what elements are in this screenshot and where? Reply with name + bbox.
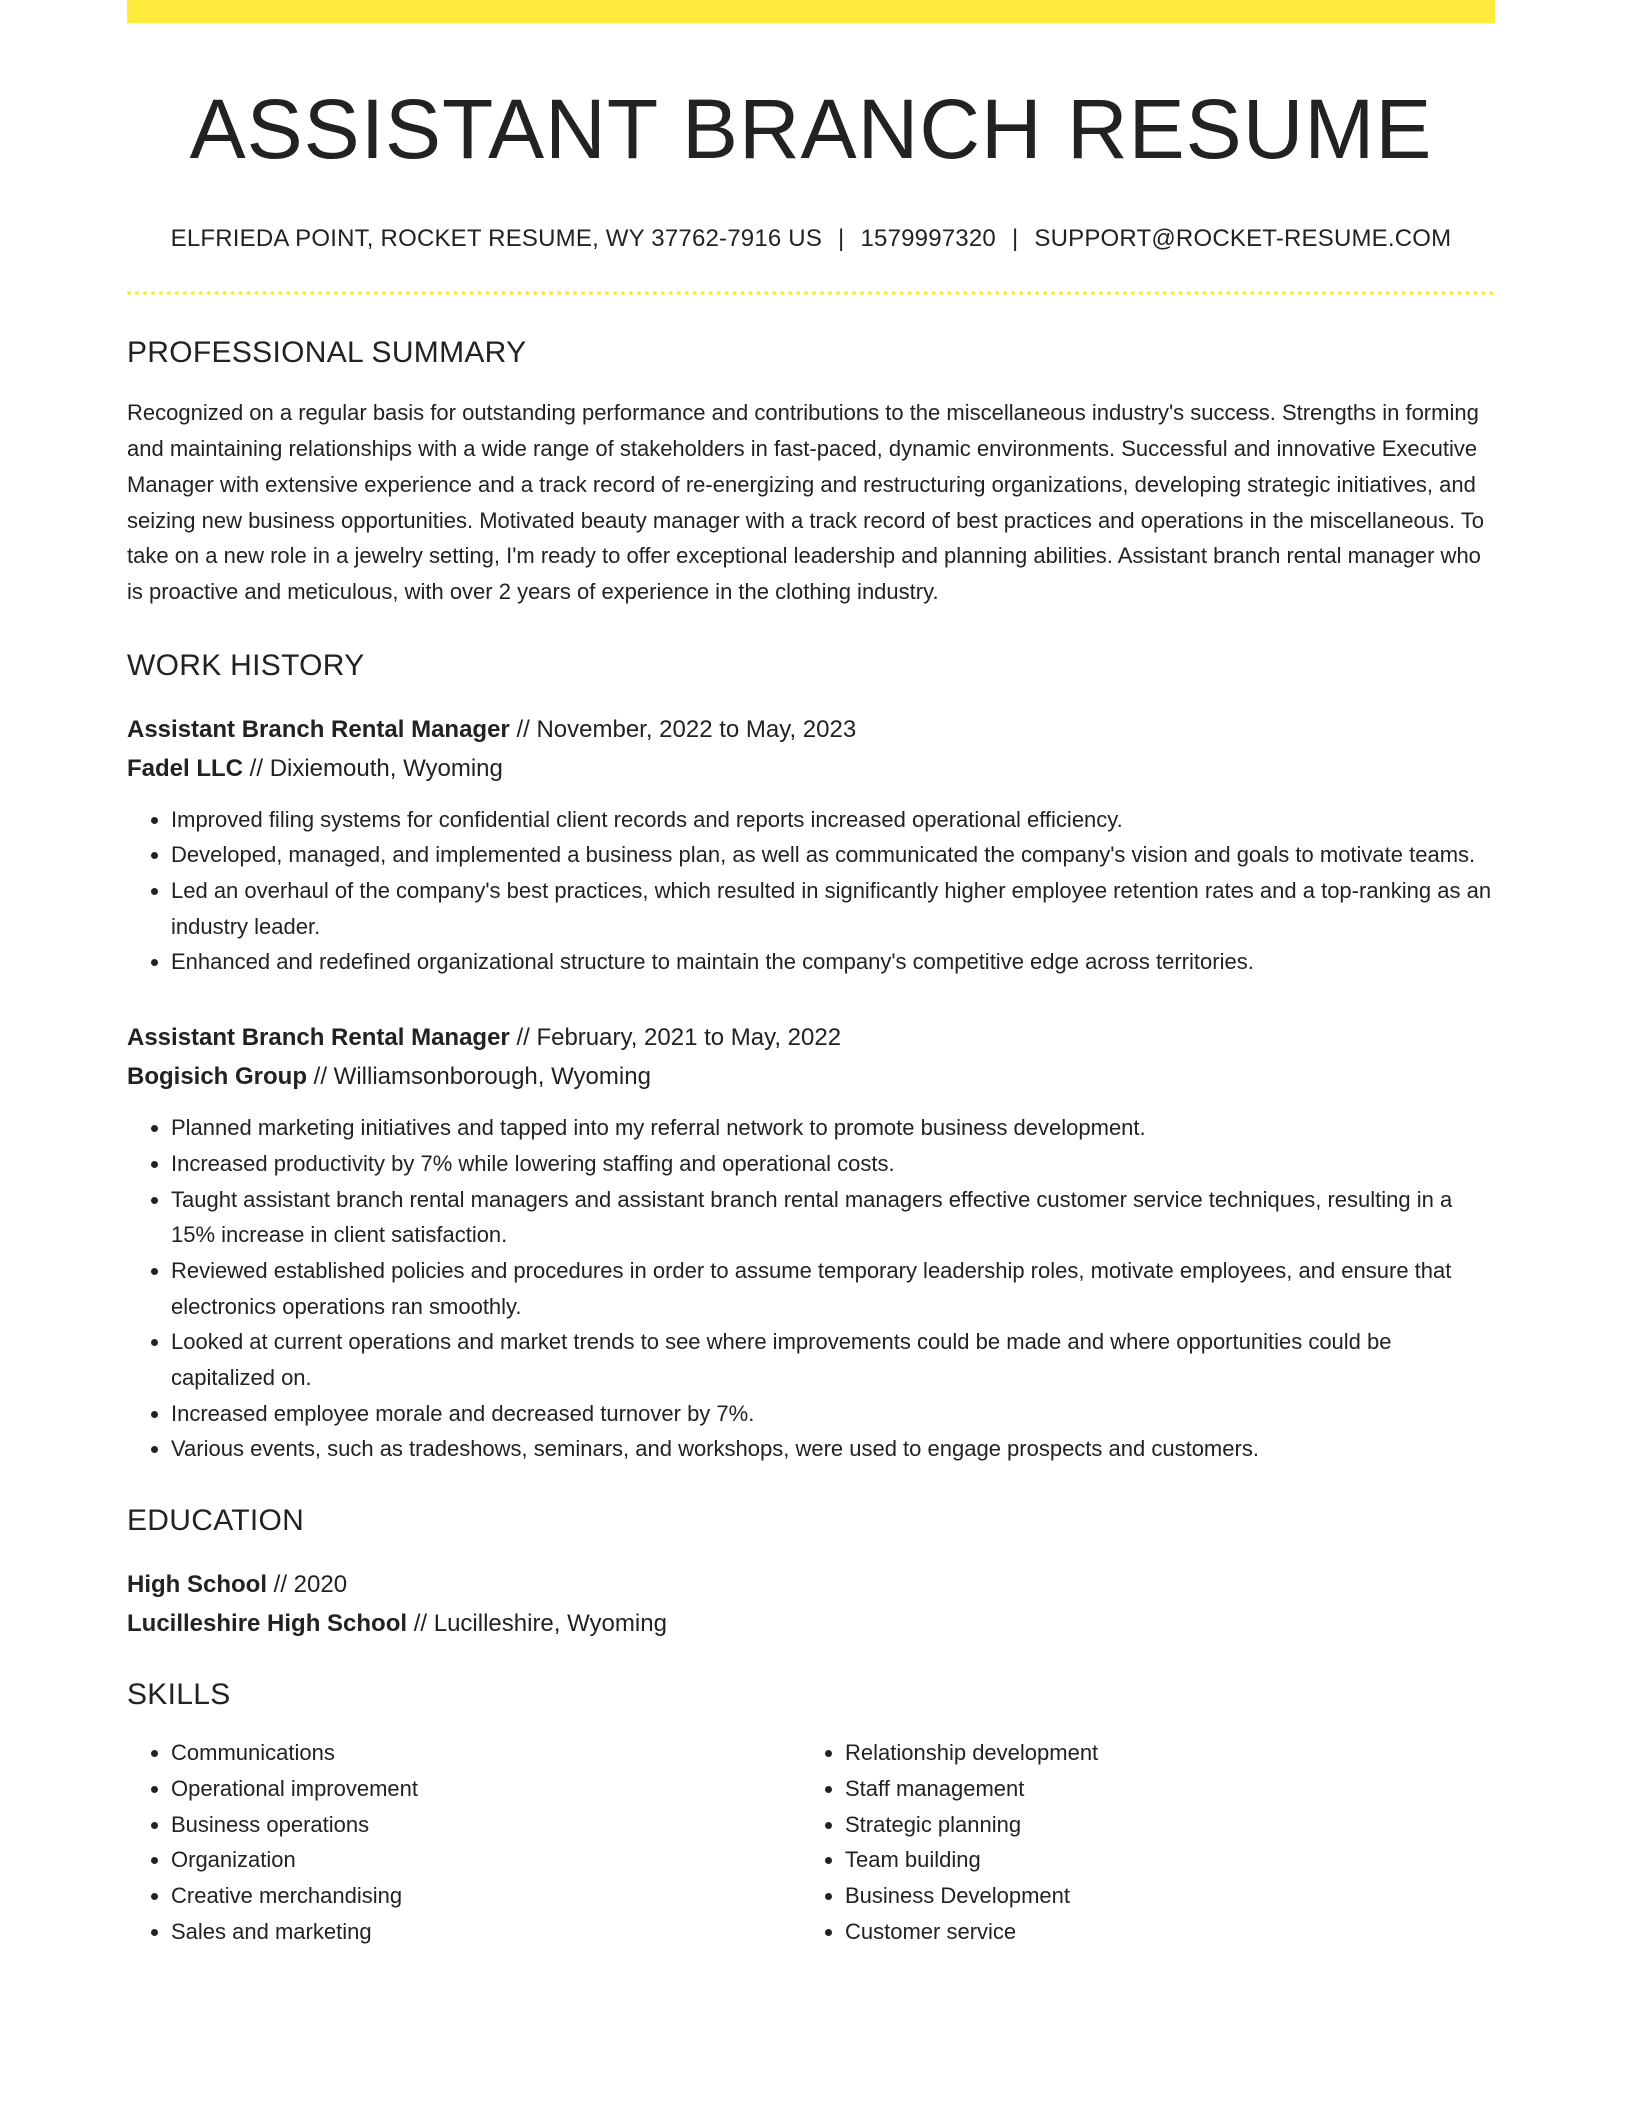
summary-heading: PROFESSIONAL SUMMARY: [127, 336, 527, 370]
skill-item: • Customer service: [845, 1914, 1475, 1950]
education-school: Lucilleshire High School: [127, 1610, 408, 1638]
job-bullet: • Looked at current operations and market trends to see where improvements could be made and where opportunities could be capitalized on.: [171, 1324, 1495, 1395]
resume-page: [127, 0, 1495, 1949]
job-title: Assistant Branch Rental Manager: [127, 715, 510, 743]
job-entry: [127, 1018, 1495, 1467]
work-history-heading: WORK HISTORY: [127, 648, 365, 682]
contact-phone: 1579997320: [860, 225, 996, 253]
skills-column-2: [801, 1735, 1475, 1949]
skills-list: [127, 1735, 1495, 1949]
contact-line: [127, 225, 1495, 253]
contact-separator: |: [838, 225, 845, 253]
education-heading: EDUCATION: [127, 1504, 305, 1538]
summary-text: Recognized on a regular basis for outstanding performance and contributions to the miscellaneous industry's success. Strengths in forming and maintaining relationships with a wide range of stakeholders in fast-paced, dynamic environments. Successful and innovative Executive Manager with extensive experience and a track record of re-energizing and restructuring organizations, developing strategic initiatives, and seizing new business opportunities. Motivated beauty manager with a track record of best practices and operations in the miscellaneous. To take on a new role in a jewelry setting, I'm ready to offer exceptional leadership and planning abilities. Assistant branch rental manager who is proactive and meticulous, with over 2 years of experience in the clothing industry.: [127, 400, 1485, 604]
job-company-line: [127, 1057, 1495, 1096]
job-location: // Williamsonborough, Wyoming: [307, 1063, 651, 1091]
job-company: Fadel LLC: [127, 754, 244, 782]
skill-item: • Communications: [171, 1735, 801, 1771]
skill-item: • Staff management: [845, 1771, 1475, 1807]
job-bullet: • Planned marketing initiatives and tapped into my referral network to promote business development.: [171, 1110, 1495, 1146]
resume-title: ASSISTANT BRANCH RESUME: [189, 82, 1433, 176]
education-degree: High School: [127, 1571, 267, 1599]
skill-item: • Sales and marketing: [171, 1914, 801, 1950]
job-bullet: • Reviewed established policies and procedures in order to assume temporary leadership roles, motivate employees, and ensure that electronics operations ran smoothly.: [171, 1253, 1495, 1324]
job-entry: [127, 710, 1495, 981]
job-title-line: [127, 1018, 1495, 1057]
skills-heading: SKILLS: [127, 1678, 231, 1712]
job-bullet: • Various events, such as tradeshows, seminars, and workshops, were used to engage prospects and customers.: [171, 1431, 1495, 1467]
contact-address: ELFRIEDA POINT, ROCKET RESUME, WY 37762-7916 US: [170, 225, 823, 253]
job-dates: // February, 2021 to May, 2022: [509, 1024, 842, 1052]
education-location: // Lucilleshire, Wyoming: [407, 1610, 667, 1638]
job-dates: // November, 2022 to May, 2023: [509, 715, 857, 743]
job-title-line: [127, 710, 1495, 749]
skill-item: • Relationship development: [845, 1735, 1475, 1771]
job-bullet: • Increased employee morale and decreased turnover by 7%.: [171, 1396, 1495, 1432]
job-bullets: [127, 1110, 1495, 1467]
contact-email[interactable]: SUPPORT@ROCKET-RESUME.COM: [1034, 225, 1452, 253]
skill-item: • Business Development: [845, 1878, 1475, 1914]
job-bullet: • Improved filing systems for confidential client records and reports increased operational efficiency.: [171, 802, 1495, 838]
job-location: // Dixiemouth, Wyoming: [243, 754, 503, 782]
job-company: Bogisich Group: [127, 1063, 307, 1091]
education-school-line: [127, 1604, 1495, 1643]
skill-item: • Business operations: [171, 1807, 801, 1843]
education-entry: [127, 1565, 1495, 1643]
job-bullet: • Developed, managed, and implemented a business plan, as well as communicated the company's vision and goals to motivate teams.: [171, 837, 1495, 873]
skill-item: • Creative merchandising: [171, 1878, 801, 1914]
job-bullet: • Led an overhaul of the company's best practices, which resulted in significantly higher employee retention rates and a top-ranking as an industry leader.: [171, 873, 1495, 944]
skills-column-1: [127, 1735, 801, 1949]
skill-item: • Team building: [845, 1842, 1475, 1878]
job-company-line: [127, 749, 1495, 788]
contact-separator: |: [1011, 225, 1019, 253]
job-bullet: • Enhanced and redefined organizational structure to maintain the company's competitive edge across territories.: [171, 944, 1495, 980]
accent-top-bar: [127, 0, 1495, 23]
dotted-divider: [127, 291, 1495, 295]
education-year: // 2020: [267, 1571, 348, 1599]
skill-item: • Organization: [171, 1842, 801, 1878]
education-degree-line: [127, 1565, 1495, 1604]
job-bullets: [127, 802, 1495, 981]
job-title: Assistant Branch Rental Manager: [127, 1024, 510, 1052]
job-bullet: • Taught assistant branch rental managers and assistant branch rental managers effective customer service techniques, resulting in a 15% increase in client satisfaction.: [171, 1182, 1495, 1253]
job-bullet: • Increased productivity by 7% while lowering staffing and operational costs.: [171, 1146, 1495, 1182]
skill-item: • Operational improvement: [171, 1771, 801, 1807]
skill-item: • Strategic planning: [845, 1807, 1475, 1843]
